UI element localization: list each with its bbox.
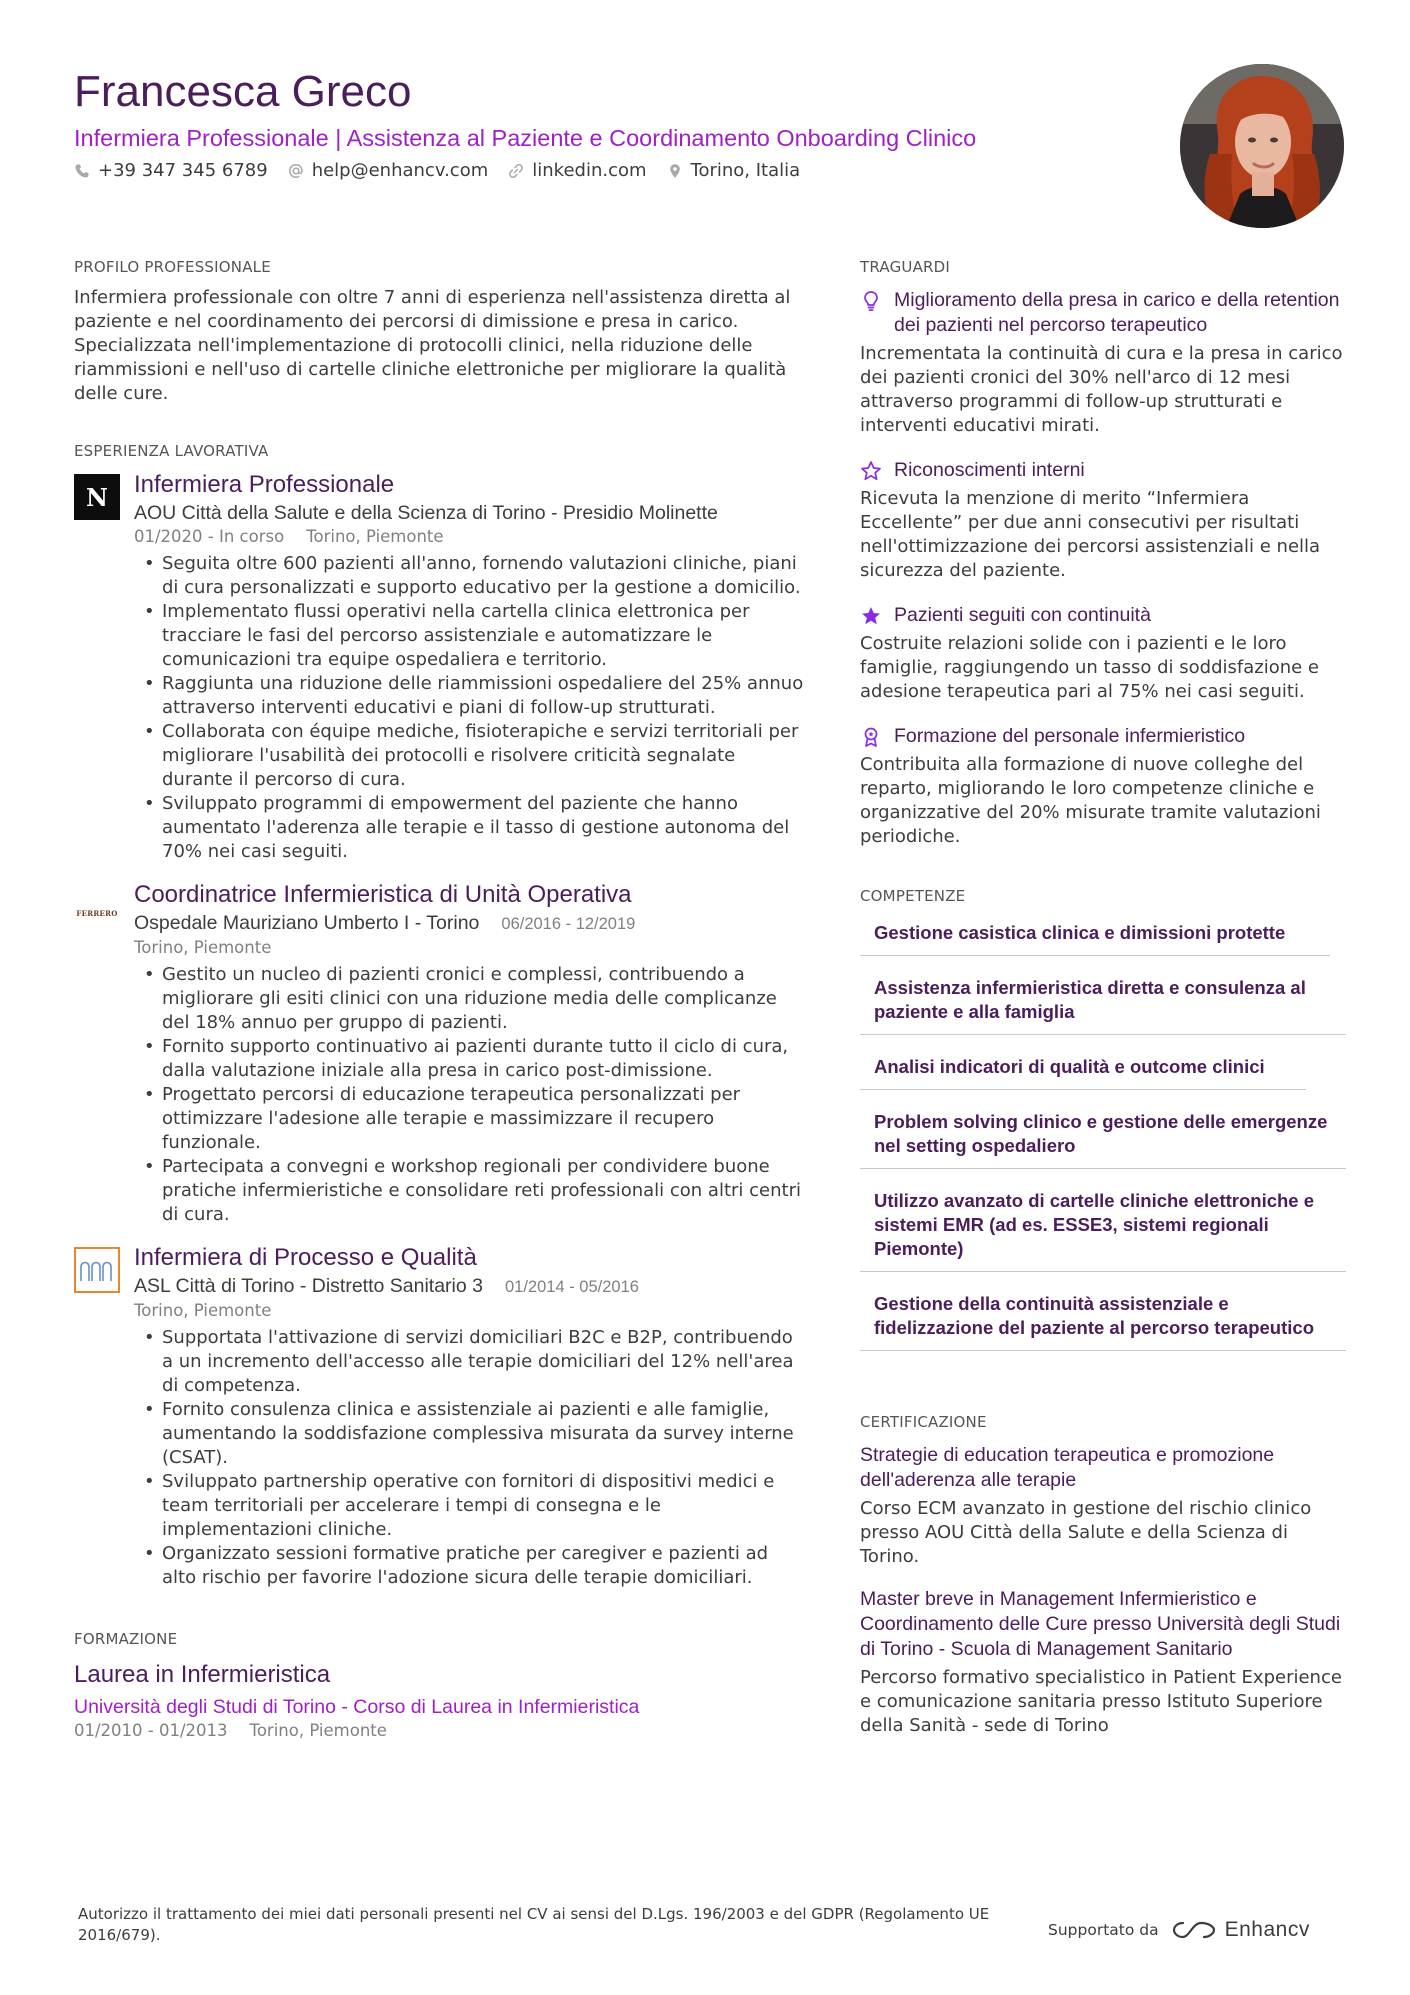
- candidate-name: Francesca Greco: [74, 67, 412, 116]
- job-bullet: • Partecipata a convegni e workshop regionali per condividere buone pratiche infermieristiche e consolidare reti professionali con altri centri di cura.: [134, 1155, 806, 1227]
- achievement-item: [860, 288, 1346, 438]
- powered-by[interactable]: [1048, 1918, 1310, 1942]
- skill-item: [860, 1104, 1346, 1169]
- certification-item: [860, 1443, 1346, 1569]
- skills-section: [860, 885, 1346, 1351]
- star-filled-icon: [860, 605, 882, 627]
- achievement-title: Formazione del personale infermieristico: [894, 725, 1246, 747]
- award-icon: [860, 726, 882, 748]
- education-location: Torino, Piemonte: [249, 1721, 387, 1740]
- job-bullet: • Organizzato sessioni formative pratiche per caregiver e pazienti ad alto rischio per favorire l'adozione sicura delle terapie domiciliari.: [134, 1542, 806, 1590]
- phone-text: +39 347 345 6789: [98, 160, 268, 181]
- achievements-section: [860, 256, 1346, 849]
- job-date: 06/2016 - 12/2019: [501, 915, 636, 933]
- company-logo-ferrero: [74, 890, 120, 936]
- skill-label: Assistenza infermieristica diretta e consulenza al paziente e alla famiglia: [860, 970, 1346, 1035]
- job-bullet: • Progettato percorsi di educazione terapeutica personalizzati per ottimizzare l'adesione alle terapie e massimizzare il recupero funzionale.: [134, 1083, 806, 1155]
- gdpr-consent: Autorizzo il trattamento dei miei dati personali presenti nel CV ai sensi del D.Lgs. 196/2003 e del GDPR (Regolamento UE 2016/679).: [78, 1905, 990, 1944]
- job-title: Infermiera Professionale: [134, 471, 395, 498]
- certifications-section-title: CERTIFICAZIONE: [860, 1413, 987, 1431]
- lightbulb-icon: [860, 290, 882, 312]
- job-meta: [134, 526, 806, 548]
- brand-name: Enhancv: [1224, 1918, 1310, 1941]
- achievements-section-title: TRAGUARDI: [860, 258, 951, 276]
- experience-section-title: ESPERIENZA LAVORATIVA: [74, 442, 269, 460]
- job-company: AOU Città della Salute e della Scienza di Torino - Presidio Molinette: [134, 502, 718, 524]
- education-date: 01/2010 - 01/2013: [74, 1721, 228, 1740]
- profile-photo: [1180, 64, 1344, 228]
- job-title: Coordinatrice Infermieristica di Unità Operativa: [134, 881, 632, 908]
- job-bullet: • Fornito supporto continuativo ai pazienti durante tutto il ciclo di cura, dalla valutazione iniziale alla presa in carico post-dimissione.: [134, 1035, 806, 1083]
- job-bullet: • Gestito un nucleo di pazienti cronici e complessi, contribuendo a migliorare gli esiti clinici con una riduzione media delle complicanze del 18% annuo per gruppo di pazienti.: [134, 963, 806, 1035]
- skill-label: Gestione della continuità assistenziale e fidelizzazione del paziente al percorso terapeutico: [860, 1286, 1346, 1351]
- achievement-item: [860, 458, 1346, 583]
- contact-row: [74, 158, 1154, 184]
- certification-desc: Corso ECM avanzato in gestione del rischio clinico presso AOU Città della Salute e della Scienza di Torino.: [860, 1498, 1312, 1567]
- job-location: Torino, Piemonte: [134, 1301, 272, 1320]
- education-meta: [74, 1720, 806, 1742]
- job-bullets: [134, 1326, 806, 1590]
- job-company: Ospedale Mauriziano Umberto I - Torino: [134, 912, 480, 934]
- infinity-icon: [1171, 1919, 1217, 1941]
- skill-item: [860, 1049, 1346, 1090]
- resume-header: [74, 64, 1154, 184]
- education-section: [74, 1628, 806, 1742]
- job-date: 01/2014 - 05/2016: [505, 1278, 639, 1296]
- education-section-title: FORMAZIONE: [74, 1630, 178, 1648]
- job-entry: [74, 1243, 806, 1590]
- achievement-title: Riconoscimenti interni: [894, 459, 1085, 481]
- contact-phone[interactable]: [74, 158, 268, 184]
- achievement-head: [860, 288, 1346, 338]
- contact-email[interactable]: [288, 158, 489, 184]
- company-logo-arches-icon: [74, 1247, 120, 1293]
- enhancv-logo[interactable]: [1171, 1918, 1310, 1942]
- job-company-row: [134, 910, 806, 937]
- job-bullet: • Sviluppato partnership operative con fornitori di dispositivi medici e team territoriali per accelerare i tempi di consegna e le implementazioni cliniche.: [134, 1470, 806, 1542]
- job-bullet: • Implementato flussi operativi nella cartella clinica elettronica per tracciare le fasi del percorso assistenziale e automatizzare le comunicazioni tra equipe ospedaliera e territorio.: [134, 600, 806, 672]
- skill-label: Gestione casistica clinica e dimissioni protette: [860, 915, 1330, 956]
- achievement-head: [860, 724, 1346, 749]
- linkedin-text: linkedin.com: [532, 160, 647, 181]
- job-entry: [74, 470, 806, 864]
- candidate-headline: Infermiera Professionale | Assistenza al Paziente e Coordinamento Onboarding Clinico: [74, 125, 977, 151]
- job-bullet: • Sviluppato programmi di empowerment del paziente che hanno aumentato l'aderenza alle terapie e il tasso di gestione autonoma del 70% nei casi seguiti.: [134, 792, 806, 864]
- star-outline-icon: [860, 460, 882, 482]
- job-company-row: [134, 1273, 806, 1300]
- certification-item: [860, 1587, 1346, 1738]
- skill-label: Utilizzo avanzato di cartelle cliniche elettroniche e sistemi EMR (ad es. ESSE3, sistemi regionali Piemonte): [860, 1183, 1346, 1272]
- location-pin-icon: [667, 163, 683, 179]
- achievement-title: Pazienti seguiti con continuità: [894, 604, 1151, 626]
- skill-label: Analisi indicatori di qualità e outcome clinici: [860, 1049, 1306, 1090]
- skills-section-title: COMPETENZE: [860, 887, 966, 905]
- achievement-title: Miglioramento della presa in carico e della retention dei pazienti nel percorso terapeutico: [894, 289, 1340, 336]
- skill-item: [860, 1286, 1346, 1351]
- job-location: Torino, Piemonte: [134, 938, 272, 957]
- school-name: Università degli Studi di Torino - Corso di Laurea in Infermieristica: [74, 1696, 640, 1718]
- job-bullets: [134, 552, 806, 864]
- job-title: Infermiera di Processo e Qualità: [134, 1244, 477, 1271]
- profile-summary: Infermiera professionale con oltre 7 anni di esperienza nell'assistenza diretta al paziente e nel coordinamento dei percorsi di dimissione e presa in carico. Specializzata nell'implementazione di protocolli clinici, nella riduzione delle riammissioni e nell'uso di cartelle cliniche elettroniche per migliorare la qualità delle cure.: [74, 287, 791, 404]
- contact-location: [667, 158, 801, 184]
- certification-desc: Percorso formativo specialistico in Patient Experience e comunicazione sanitaria presso Istituto Superiore della Sanità - sede di Torino: [860, 1667, 1342, 1736]
- certifications-section: [860, 1411, 1346, 1738]
- email-text: help@enhancv.com: [311, 160, 489, 181]
- job-company: ASL Città di Torino - Distretto Sanitario 3: [134, 1275, 483, 1297]
- left-column: [74, 256, 806, 1742]
- skill-item: [860, 915, 1346, 956]
- location-text: Torino, Italia: [690, 160, 801, 181]
- achievement-desc: Ricevuta la menzione di merito “Infermiera Eccellente” per due anni consecutivi per risultati nell'ottimizzazione dei percorsi assistenziali e nella sicurezza del paziente.: [860, 488, 1321, 581]
- job-bullet: • Seguita oltre 600 pazienti all'anno, fornendo valutazioni cliniche, piani di cura personalizzati e supporto educativo per la gestione a domicilio.: [134, 552, 806, 600]
- profile-section-title: PROFILO PROFESSIONALE: [74, 258, 271, 276]
- contact-linkedin[interactable]: [508, 158, 646, 184]
- job-bullet: • Fornito consulenza clinica e assistenziale ai pazienti e alle famiglie, aumentando la soddisfazione complessiva misurata da survey interne (CSAT).: [134, 1398, 806, 1470]
- profile-section: [74, 256, 806, 406]
- skill-item: [860, 970, 1346, 1035]
- job-bullets: [134, 963, 806, 1227]
- phone-icon: [74, 163, 90, 179]
- experience-section: [74, 440, 806, 1590]
- job-entry: [74, 880, 806, 1227]
- right-column: [860, 256, 1346, 1738]
- job-bullet: • Supportata l'attivazione di servizi domiciliari B2C e B2P, contribuendo a un incremento dell'accesso alle terapie domiciliari del 12% nell'area di competenza.: [134, 1326, 806, 1398]
- job-location: Torino, Piemonte: [306, 527, 444, 546]
- achievement-desc: Incrementata la continuità di cura e la presa in carico dei pazienti cronici del 30% nell'arco di 12 mesi attraverso programmi di follow-up strutturati e interventi educativi mirati.: [860, 343, 1343, 436]
- achievement-desc: Contribuita alla formazione di nuove colleghe del reparto, migliorando le loro competenze cliniche e organizzative del 20% misurate tramite valutazioni periodiche.: [860, 754, 1321, 847]
- achievement-item: [860, 724, 1346, 849]
- job-bullet: • Collaborata con équipe mediche, fisioterapiche e servizi territoriali per migliorare l'usabilità dei protocolli e risolvere criticità segnalate durante il percorso di cura.: [134, 720, 806, 792]
- skill-label: Problem solving clinico e gestione delle emergenze nel setting ospedaliero: [860, 1104, 1346, 1169]
- degree-title: Laurea in Infermieristica: [74, 1661, 331, 1688]
- skill-item: [860, 1183, 1346, 1272]
- certification-title: Strategie di education terapeutica e promozione dell'aderenza alle terapie: [860, 1444, 1275, 1491]
- achievement-head: [860, 603, 1346, 628]
- certification-title: Master breve in Management Infermieristico e Coordinamento delle Cure presso Università degli Studi di Torino - Scuola di Management Sanitario: [860, 1588, 1341, 1660]
- company-logo-n: N: [74, 474, 120, 520]
- at-icon: [288, 163, 304, 179]
- job-bullet: • Raggiunta una riduzione delle riammissioni ospedaliere del 25% annuo attraverso interventi educativi e piani di follow-up strutturati.: [134, 672, 806, 720]
- link-icon: [508, 163, 524, 179]
- powered-by-label: Supportato da: [1048, 1921, 1159, 1939]
- job-date: 01/2020 - In corso: [134, 527, 285, 546]
- achievement-head: [860, 458, 1346, 483]
- company-logo-text: FERRERO: [76, 908, 118, 918]
- achievement-desc: Costruite relazioni solide con i pazienti e le loro famiglie, raggiungendo un tasso di soddisfazione e adesione terapeutica pari al 75% nei casi seguiti.: [860, 633, 1320, 702]
- achievement-item: [860, 603, 1346, 704]
